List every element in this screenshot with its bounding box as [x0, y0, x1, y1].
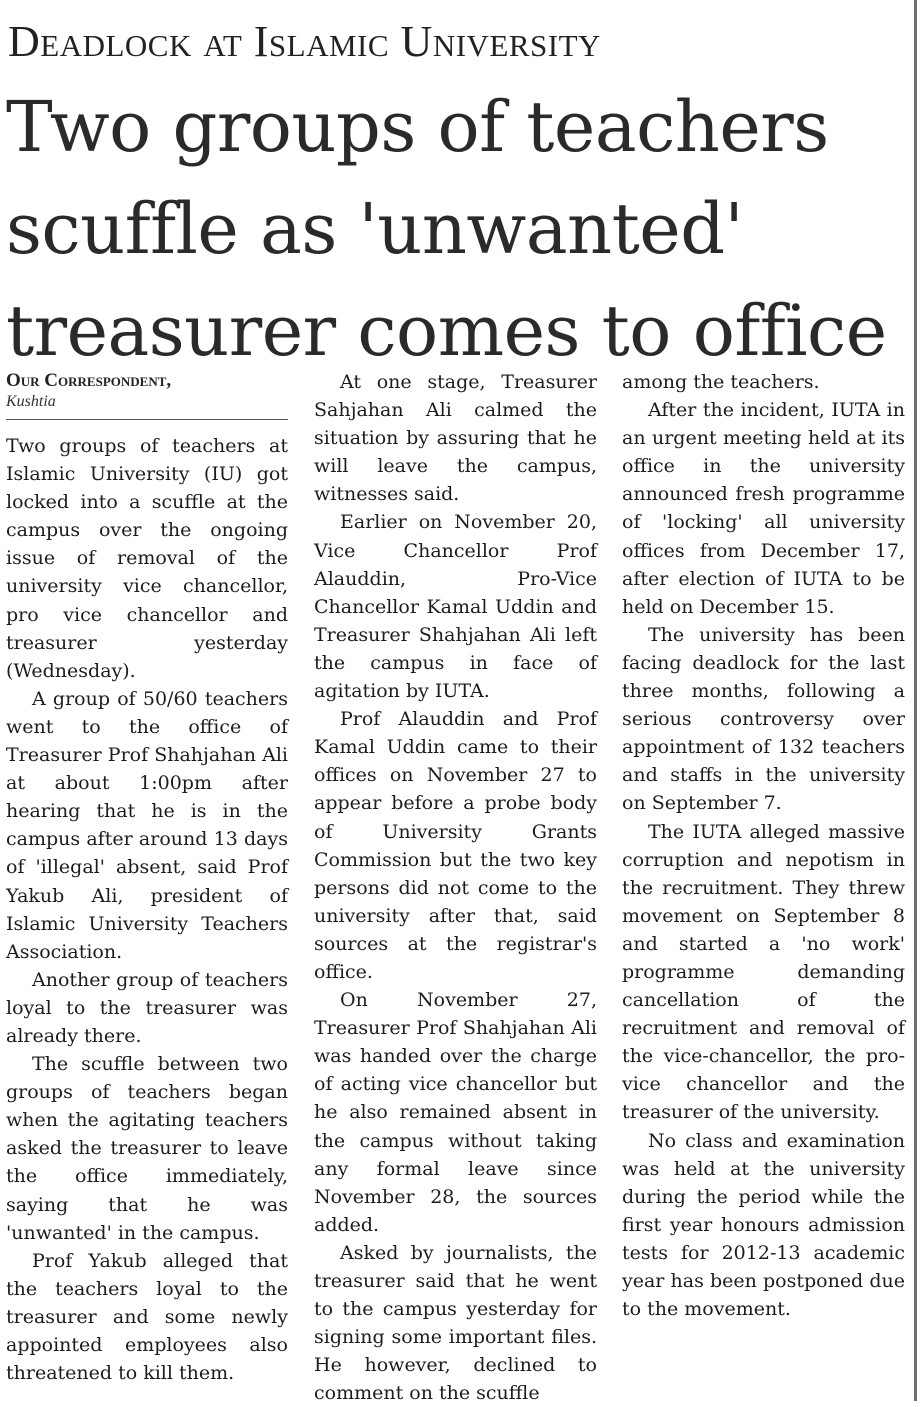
paragraph: The university has been facing deadlock for the last three months, following a serious controversy over appointment of 132 teachers and staffs in the university on September 7. — [622, 623, 905, 815]
paragraph: On November 27, Treasurer Prof Shahjahan Ali was handed over the charge of acting vice chancellor but he also remained absent in the campus without taking any formal leave since November 28, the sources added. — [314, 989, 597, 1236]
paragraph: Two groups of teachers at Islamic University (IU) got locked into a scuffle at the campus over the ongoing issue of removal of the university vice chancellor, pro vice chancellor and treasurer yesterday (Wednesday). — [6, 435, 288, 682]
paragraph: A group of 50/60 teachers went to the office of Treasurer Prof Shahjahan Ali at about 1:00pm after hearing that he is in the campus after around 13 days of 'illegal' absent, said Prof Yakub Ali, president of Islamic University Teachers Association. — [6, 687, 288, 963]
article-column-2 — [314, 368, 597, 1407]
dateline: Kushtia — [6, 393, 56, 410]
paragraph: After the incident, IUTA in an urgent meeting held at its office in the university announced fresh programme of 'locking' all university offices from December 17, after election of IUTA to be held on December 15. — [622, 399, 905, 618]
main-headline — [6, 76, 911, 382]
headline-line-3: treasurer comes to office — [6, 290, 887, 372]
paragraph: Earlier on November 20, Vice Chancellor Prof Alauddin, Pro-Vice Chancellor Kamal Uddin and Treasurer Shahjahan Ali left the campus in face of agitation by IUTA. — [314, 511, 597, 703]
article-column-3 — [622, 368, 905, 1323]
clipping-edge-line — [914, 0, 917, 1401]
paragraph: Prof Alauddin and Prof Kamal Uddin came to their offices on November 27 to appear before a probe body of University Grants Commission but the two key persons did not come to the university after that, said sources at the registrar's office. — [314, 708, 597, 983]
headline-line-1: Two groups of teachers — [6, 86, 829, 168]
paragraph: Prof Yakub alleged that the teachers loyal to the treasurer and some newly appointed employees also threatened to kill them. — [6, 1249, 288, 1385]
paragraph: among the teachers. — [622, 371, 820, 393]
paragraph: No class and examination was held at the university during the period while the first year honours admission tests for 2012-13 academic year has been postponed due to the movement. — [622, 1129, 905, 1321]
kicker-headline: Deadlock at Islamic University — [8, 17, 601, 66]
paragraph: Another group of teachers loyal to the treasurer was already there. — [6, 968, 288, 1047]
paragraph: Asked by journalists, the treasurer said that he went to the campus yesterday for signing some important files. He however, declined to comment on the scuffle — [314, 1241, 597, 1405]
byline-divider — [6, 419, 288, 420]
paragraph: The scuffle between two groups of teachers began when the agitating teachers asked the treasurer to leave the office immediately, saying that he was 'unwanted' in the campus. — [6, 1053, 288, 1244]
article-column-1 — [6, 368, 288, 1387]
paragraph: At one stage, Treasurer Sahjahan Ali calmed the situation by assuring that he will leave the campus, witnesses said. — [314, 371, 597, 506]
byline: Our Correspondent, — [6, 370, 172, 391]
paragraph: The IUTA alleged massive corruption and nepotism in the recruitment. They threw movement on September 8 and started a 'no work' programme demanding cancellation of the recruitment and removal of the vice-chancellor, the pro-vice chancellor and the treasurer of the university. — [622, 820, 905, 1124]
headline-line-2: scuffle as 'unwanted' — [6, 188, 744, 270]
